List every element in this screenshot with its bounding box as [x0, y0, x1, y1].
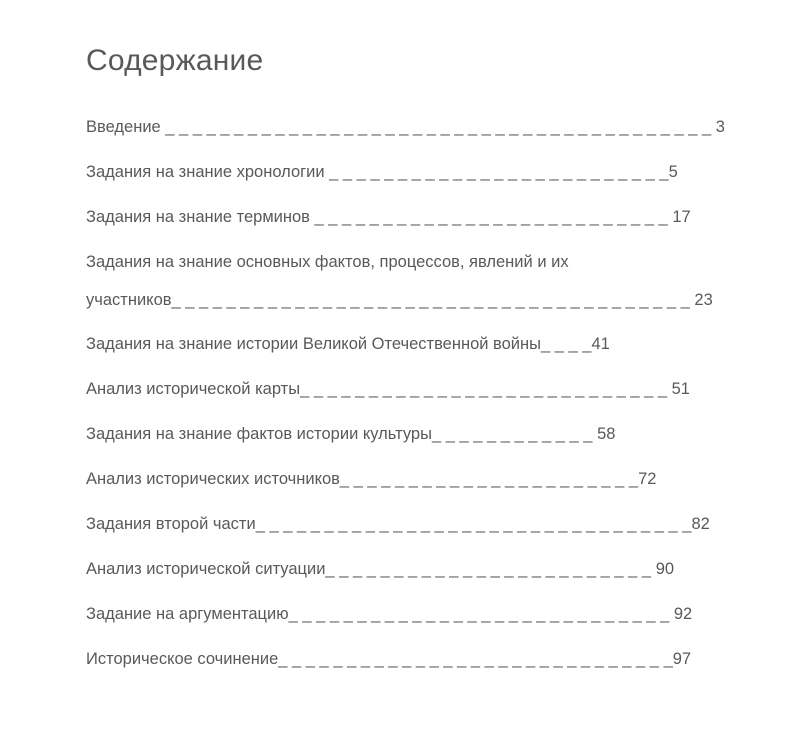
toc-entry: Задание на аргументацию_ _ _ _ _ _ _ _ _ _ _ _ _ _ _ _ _ _ _ _ _ _ _ _ _ _ _ _ 92: [86, 605, 693, 623]
toc-entry: Задания на знание хронологии _ _ _ _ _ _ _ _ _ _ _ _ _ _ _ _ _ _ _ _ _ _ _ _ _5: [86, 163, 678, 181]
toc-entry: участников_ _ _ _ _ _ _ _ _ _ _ _ _ _ _ _ _ _ _ _ _ _ _ _ _ _ _ _ _ _ _ _ _ _ _ _ _ _ 23: [86, 291, 713, 309]
toc-entry: Анализ исторической ситуации_ _ _ _ _ _ _ _ _ _ _ _ _ _ _ _ _ _ _ _ _ _ _ _ 90: [86, 560, 675, 578]
toc-entry: Введение _ _ _ _ _ _ _ _ _ _ _ _ _ _ _ _ _ _ _ _ _ _ _ _ _ _ _ _ _ _ _ _ _ _ _ _ _ _ _ _ 3: [86, 118, 725, 136]
toc-entry: Задания второй части_ _ _ _ _ _ _ _ _ _ _ _ _ _ _ _ _ _ _ _ _ _ _ _ _ _ _ _ _ _ _ _82: [86, 515, 710, 533]
toc-entry: Анализ исторических источников_ _ _ _ _ _ _ _ _ _ _ _ _ _ _ _ _ _ _ _ _ _72: [86, 470, 657, 488]
toc-entry: Задания на знание терминов _ _ _ _ _ _ _ _ _ _ _ _ _ _ _ _ _ _ _ _ _ _ _ _ _ _ 17: [86, 208, 691, 226]
page-title: Содержание: [86, 44, 264, 77]
toc-entry: Историческое сочинение_ _ _ _ _ _ _ _ _ _ _ _ _ _ _ _ _ _ _ _ _ _ _ _ _ _ _ _ _97: [86, 650, 692, 668]
toc-entry: Задания на знание фактов истории культуры_ _ _ _ _ _ _ _ _ _ _ _ 58: [86, 425, 616, 443]
toc-entry: Анализ исторической карты_ _ _ _ _ _ _ _ _ _ _ _ _ _ _ _ _ _ _ _ _ _ _ _ _ _ _ 51: [86, 380, 690, 398]
toc-entry: Задания на знание основных фактов, процессов, явлений и их: [86, 253, 569, 271]
toc-entry: Задания на знание истории Великой Отечественной войны_ _ _ _41: [86, 335, 610, 353]
